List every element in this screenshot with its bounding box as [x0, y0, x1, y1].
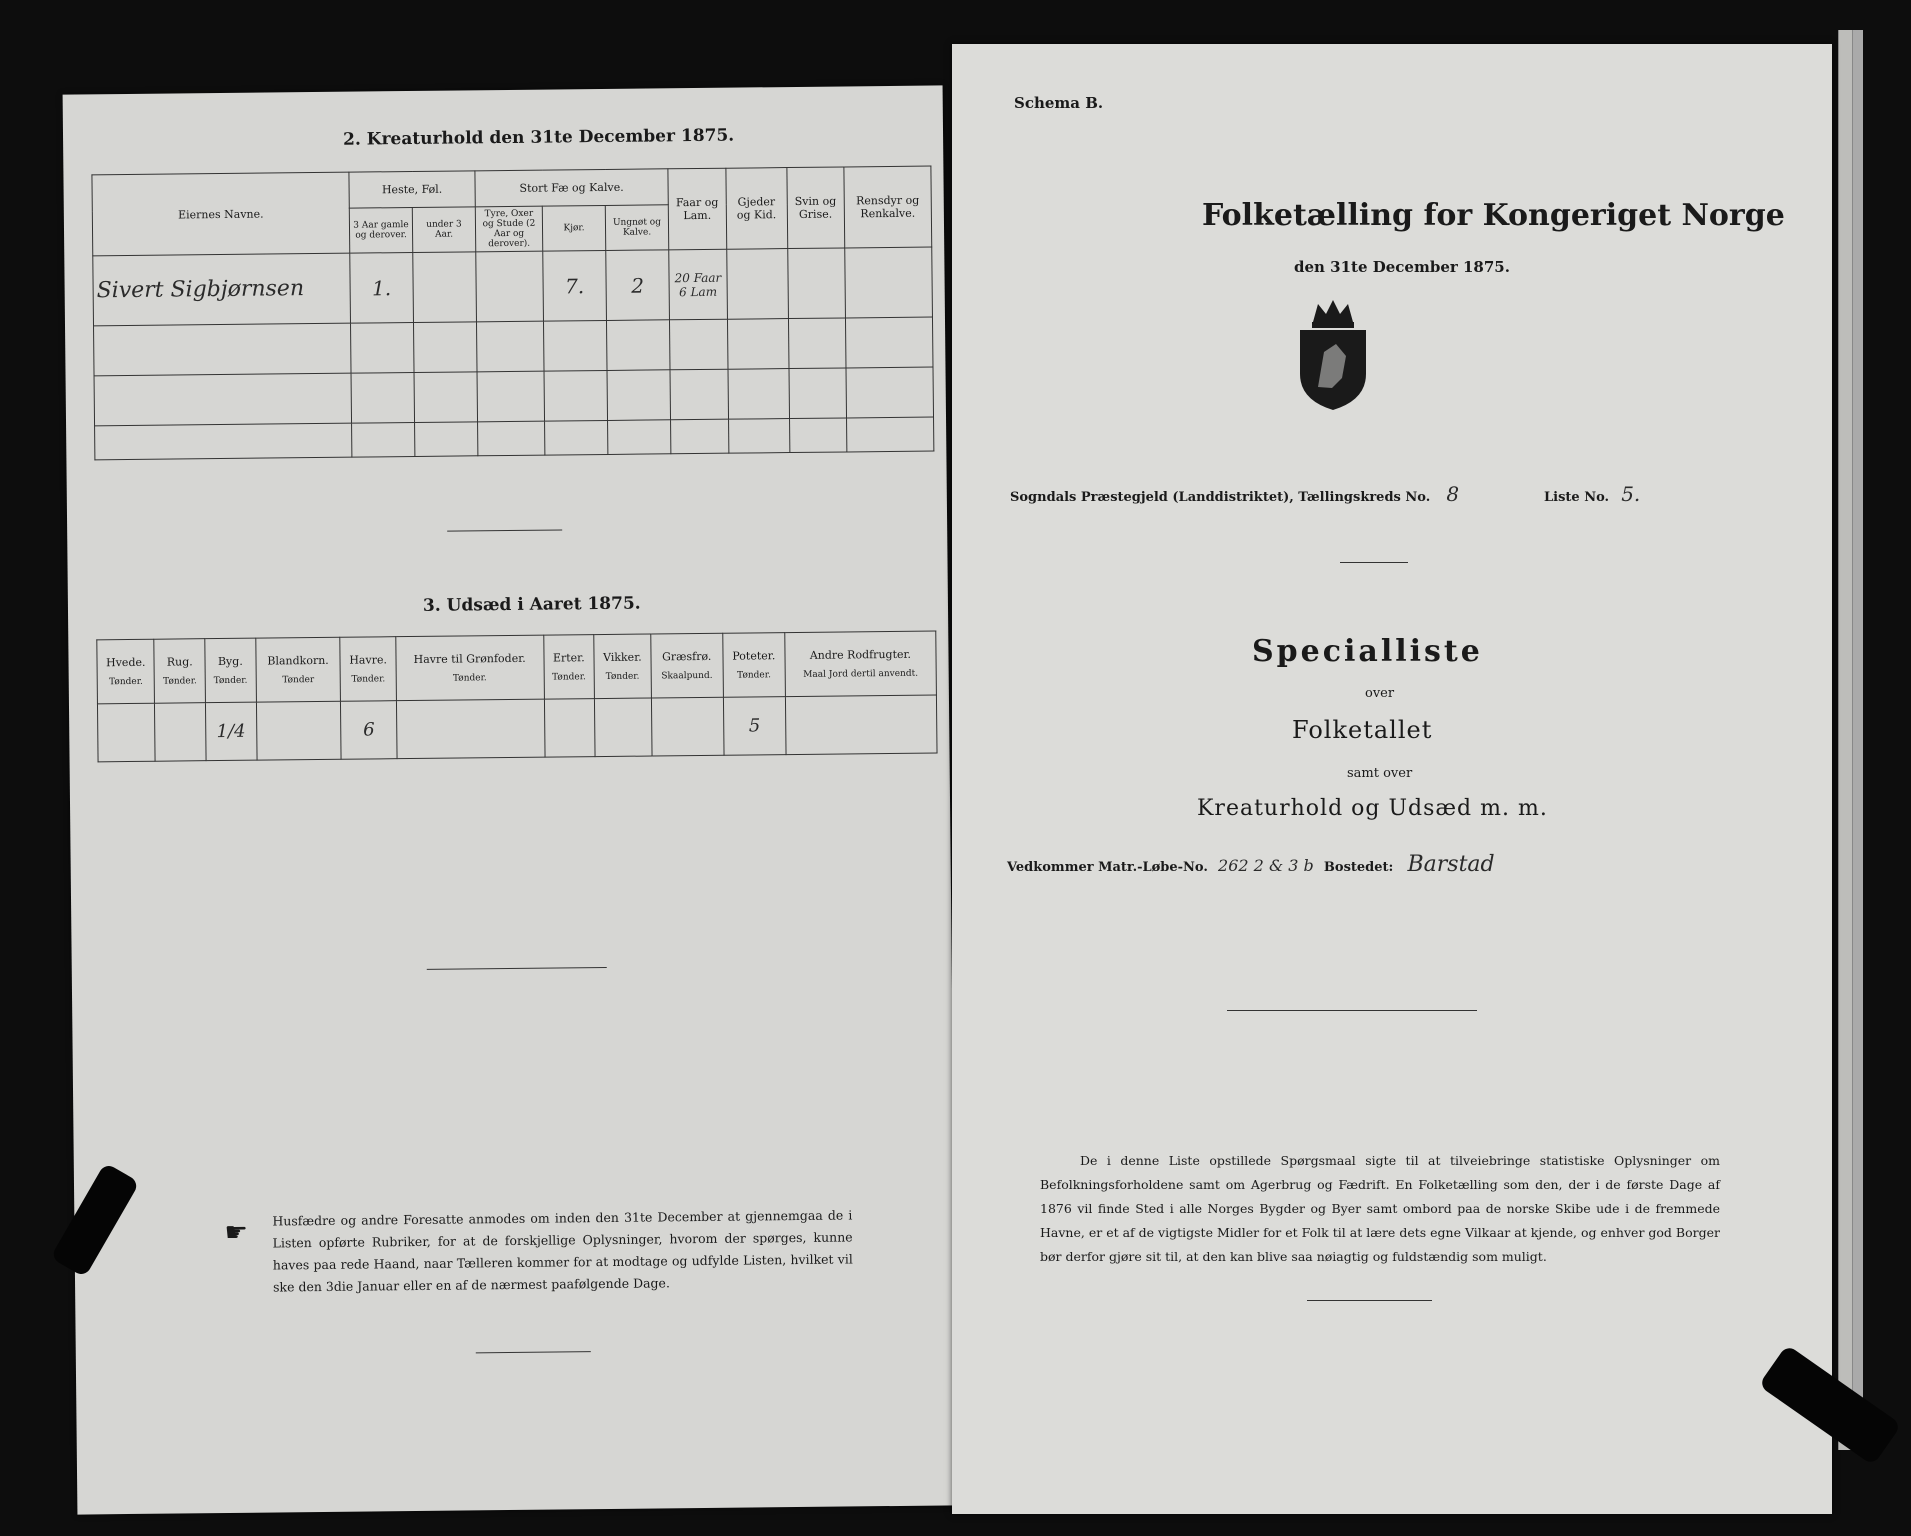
seed-header-name: Havre til Grønfoder.: [413, 651, 526, 667]
seed-header-name: Byg.: [217, 654, 243, 669]
kreaturhold-title: Kreaturhold og Udsæd m. m.: [1197, 796, 1548, 821]
seed-header-cell: [255, 637, 340, 702]
seed-value-cell: [544, 699, 595, 758]
header-cattle-sub2: Kjør.: [542, 205, 605, 251]
bostedet-prefix: Bostedet:: [1323, 860, 1394, 875]
date-line: den 31te December 1875.: [1294, 258, 1510, 276]
seed-header-name: Hvede.: [106, 655, 146, 670]
divider: [1227, 1010, 1477, 1011]
divider: [1340, 562, 1408, 563]
cows-value: 7.: [543, 250, 607, 321]
district-no: 8: [1446, 482, 1460, 506]
pointing-hand-icon: ☛: [224, 1217, 248, 1249]
header-reindeer: Rensdyr og Renkalve.: [844, 166, 932, 248]
divider: [427, 967, 607, 970]
seed-value-cell: 1/4: [206, 702, 257, 761]
divider: [476, 1351, 591, 1353]
seed-header-cell: [543, 635, 594, 700]
seed-table: [96, 631, 937, 763]
livestock-row-empty: [94, 317, 933, 376]
young-cattle-value: 2: [606, 250, 670, 321]
seed-header-cell: [723, 633, 786, 698]
seed-header-cell: [154, 639, 205, 704]
seed-header-name: Vikker.: [602, 650, 642, 665]
right-page: [952, 44, 1832, 1514]
seed-value-cell: [651, 697, 724, 756]
reindeer-value: [845, 247, 933, 318]
schema-label: Schema B.: [1014, 94, 1104, 112]
seed-header-cell: [594, 634, 651, 699]
liste-line: [1544, 482, 1640, 506]
header-horses: Heste, Føl.: [349, 171, 475, 208]
seed-header-unit: Tønder.: [552, 672, 586, 683]
seed-value-cell: [396, 699, 544, 759]
seed-value-cell: [256, 701, 341, 760]
over-label: over: [1365, 686, 1395, 701]
seed-header-unit: Tønder: [282, 675, 315, 686]
seed-header-cell: [340, 637, 396, 702]
header-horses-sub2: under 3 Aar.: [412, 207, 475, 253]
folketallet-title: Folketallet: [1292, 716, 1433, 744]
seed-header-unit: Maal Jord dertil anvendt.: [803, 668, 919, 680]
seed-header-name: Blandkorn.: [267, 653, 329, 668]
seed-header-unit: Tønder.: [452, 673, 487, 684]
seed-value-cell: 6: [341, 701, 397, 760]
seed-header-cell: [205, 638, 256, 703]
header-cattle-sub3: Ungnøt og Kalve.: [605, 205, 668, 251]
matr-prefix: Vedkommer Matr.-Løbe-No.: [1007, 860, 1208, 875]
liste-prefix: Liste No.: [1544, 490, 1610, 505]
district-prefix: Sogndals Præstegjeld (Landdistriktet), Tællingskreds No.: [1010, 490, 1431, 505]
seed-header-unit: Tønder.: [109, 676, 143, 688]
header-goats: Gjeder og Kid.: [726, 168, 788, 250]
header-horses-sub1: 3 Aar gamle og derover.: [349, 207, 412, 253]
seed-value-cell: [155, 703, 206, 762]
notice-text: Husfædre og andre Foresatte anmodes om inden den 31te December at gjennemgaa de i Listen opførte Rubriker, for at de forskjellige Oplysninger, hvorom der spørges, kunne haves paa rede Haand, naar Tælleren kommer for at modtage og udfylde Listen, hvilket vil ske den 3die Januar eller en af de nærmest paafølgende Dage.: [272, 1207, 853, 1295]
matr-no: 262 2 & 3 b: [1218, 856, 1314, 875]
seed-header-unit: Tønder.: [737, 670, 771, 681]
header-owner: Eiernes Navne.: [92, 172, 350, 256]
seed-header-name: Græsfrø.: [662, 649, 712, 664]
livestock-row: [93, 247, 933, 326]
sheep-value: 20 Faar 6 Lam: [669, 249, 727, 320]
header-cattle: Stort Fæ og Kalve.: [475, 169, 668, 207]
seed-value-cell: [595, 698, 652, 757]
seed-value-cell: [97, 703, 155, 762]
specialliste-title: Specialliste: [1252, 634, 1483, 669]
main-title: Folketælling for Kongeriget Norge: [1202, 198, 1785, 233]
goats-value: [727, 249, 789, 320]
seed-header-name: Erter.: [552, 651, 585, 665]
seed-header-name: Andre Rodfrugter.: [809, 647, 912, 662]
bostedet-value: Barstad: [1407, 852, 1495, 877]
seed-value-cell: 5: [723, 697, 786, 756]
divider: [447, 529, 562, 531]
page-edge: [1852, 30, 1863, 1450]
seed-header-cell: [785, 631, 937, 697]
seed-header-unit: Tønder.: [351, 674, 386, 685]
header-sheep: Faar og Lam.: [668, 168, 727, 250]
livestock-row-empty: [94, 367, 933, 426]
liste-no: 5.: [1621, 482, 1641, 506]
owner-name: Sivert Sigbjørnsen: [93, 253, 351, 326]
coat-of-arms-icon: [1288, 292, 1378, 412]
livestock-table: [91, 166, 934, 461]
header-pigs: Svin og Grise.: [786, 167, 844, 249]
horses-old-value: 1.: [350, 252, 414, 323]
horses-young-value: [413, 252, 477, 323]
seed-header-name: Havre.: [349, 653, 388, 667]
seed-header-name: Poteter.: [732, 649, 776, 663]
seed-header-cell: [650, 633, 723, 698]
pigs-value: [787, 248, 845, 319]
seed-header-name: Rug.: [166, 655, 193, 669]
seed-header-cell: [97, 639, 155, 704]
samt-over-label: samt over: [1347, 766, 1413, 781]
seed-header-unit: Tønder.: [213, 675, 248, 687]
seed-header-unit: Tønder.: [163, 676, 197, 687]
body-text: De i denne Liste opstillede Spørgsmaal sigte til at tilveiebringe statistiske Oplysninger om Befolkningsforholdene samt om Agerbrug og Fædrift. En Folketælling som den, der i de første Dage af 1876 vil finde Sted i alle Norges Bygder og Byer samt ombord paa de norske Skibe ude i de fremmede Havne, er et af de vigtigste Midler for et Folk til at lære dets egne Vilkaar at kjende, og enhver god Borger bør derfor gjøre sit til, at den kan blive saa nøiagtig og fuldstændig som muligt.: [1040, 1153, 1720, 1264]
page-edge: [1838, 30, 1853, 1450]
seed-value-cell: [785, 695, 937, 755]
oxen-value: [476, 251, 544, 322]
left-page: [63, 85, 958, 1514]
seed-header-unit: Tønder.: [605, 671, 640, 682]
header-cattle-sub1: Tyre, Oxer og Stude (2 Aar og derover).: [475, 206, 542, 252]
district-line: [1010, 482, 1459, 506]
matr-line: [1007, 852, 1495, 877]
seed-header-cell: [396, 635, 544, 701]
seed-header-unit: Skaalpund.: [661, 670, 713, 682]
section3-title: 3. Udsæd i Aaret 1875.: [422, 593, 641, 616]
section2-title: 2. Kreaturhold den 31te December 1875.: [342, 125, 735, 150]
divider: [1307, 1300, 1432, 1301]
